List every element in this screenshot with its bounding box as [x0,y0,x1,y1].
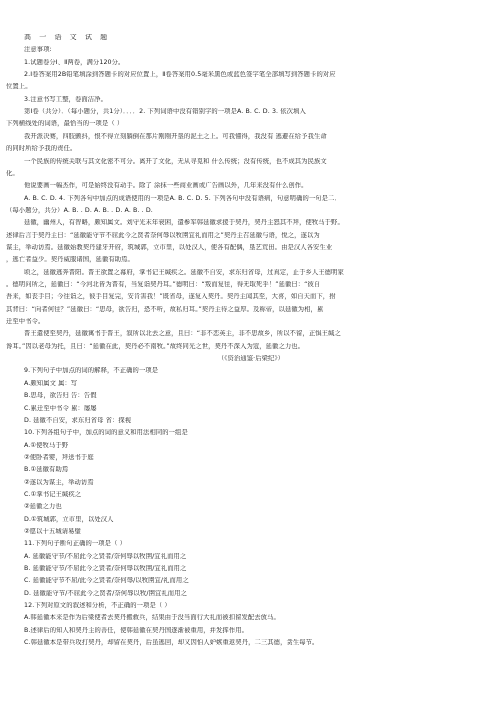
text-line: C. 延徽能守节不屈/此今之贤者/奈何辱/以牧圉宜/礼而用之 [24,577,189,585]
text-line: C.累迁至中书令 累：屡屡 [24,404,97,412]
text-line: 他说要画一幅杰作，可是始终没有动手。除了 涂抹一些商业画或广告画以外，几年来没有什么创作。 [24,182,308,190]
text-line: ②使卧者婴，拜送书于庭 [24,453,94,461]
text-line: （《资治通鉴·后梁纪》） [217,355,285,363]
text-line: B.述律后的知人和契丹主的善任，使韩延徽在契丹国逐渐被重用，并发挥作用。 [24,626,249,634]
text-line: ②遂以为谋主，举动访焉 [24,478,94,486]
text-line: 1.试题卷分Ⅰ、Ⅱ两卷，满分120分。 [24,58,125,66]
text-line: 延徽，幽州人，有智略，颇知属文。刘守光末年衰困，遣参军韩延徽求援于契丹，契丹主怒其不拜，使牧马于野。 [24,219,344,227]
text-line: A. 延徽能守节/不屈此今之贤者/奈何辱以牧圉/宜礼而用之 [24,552,187,560]
text-line: A. B. C. D. 4. 下列各句中加点的成语使用的一项是A. B. C. D. 5. 下列各句中没有语病，句意明确的一句是二． [24,194,341,202]
text-line: 谋主，举动访焉。延徽始教契丹建牙开府，筑城郭，立市里，以处汉人，使各有配偶，垦艺荒田。由是汉人各安生业 [6,243,333,251]
text-line: 其背曰：“向者何往？”延徽曰：“思母，欲告归，恐不听，故私归耳。”契丹主待之益厚。及称帝，以延徽为相，累 [6,305,324,313]
text-line: 。德明问所之，延徽曰：“今河北皆为晋有，当复诣契丹耳。”德明曰：“叛而复往，得无取死乎！”延徽曰：“彼自 [6,281,321,288]
text-line: 我开派决赛，四肢颤抖，恨不得立刻躺倒在那片刚刚开垦的泥土之上。可我懂得，我没有 逃避在给予我生命 [24,132,327,140]
text-line: C.韩延徽本是带兵攻打契丹，却留在契丹，后虽逃回，却又因怕人妒嫉重返契丹，二三其德，贪生每节。 [24,639,319,647]
text-line: D.①筑城郭，立市里，以处汉人 [24,515,114,523]
text-line: B.思母，欲告归 告：告假 [24,392,97,400]
text-line: A.颇知属文 属：写 [24,379,78,387]
text-line: 12.下列对原文的叙述和分析，不正确的一项是（ ） [24,602,171,610]
text-line: 9.下列句子中加点的词的解释，不正确的一项是 [24,367,159,375]
text-line: 2.Ⅰ卷答案用2B铅笔填涂到答题卡的对应位置上，Ⅱ卷答案用0.5毫米黑色或蓝色签字笔全部填写到答题卡的对应 [24,71,336,79]
text-line: 下列横线处的词语，最恰当的一项是（ ） [6,120,124,128]
text-line: 述律后言于契丹主曰：“延徽能守节不屈此今之贤者奈何辱以牧圉宜礼而用之”契丹主召延徽与语，悦之，遂以为 [6,231,320,239]
text-line: ，逃亡者益少。契丹威服诸国，延徽有助焉。 [6,256,134,264]
text-line: 晋王遣使至契丹，延徽寓书于晋王，叙所以北去之意，且曰：“非不恋英主，非不思故乡，所以不留，正惧王缄之 [24,330,341,338]
text-line: B. 延徽能守节/不屈此今之贤者/奈何辱以牧圉/宜礼而用之 [24,565,187,573]
text-line: A.韩延徽本来是作为后梁使者去契丹搬救兵，结果由于没当面行大礼而被扣留发配去放马。 [24,614,280,622]
text-line: 11.下列句子断句正确的一项是（ ） [24,540,126,548]
text-line: 3.注意书写工整，卷面洁净。 [24,95,107,103]
text-line: D. 延徽不自安，求东归省母 省：探视 [24,416,132,424]
page-title: 高 一 语 文 试 题 [24,34,111,41]
text-line: A.①使牧马于野 [24,441,69,449]
text-line: 第Ⅰ卷（共分）．（每小题分，共1分）．．．．2. 下列词语中没有错别字的一项是A. B. C. D. 3. 依次填入 [24,108,306,116]
text-line: C.①掌书记王缄疾之 [24,490,82,498]
text-line: D. 延徽能守节/不屈此今之贤者/奈何辱以牧/圉宜礼而用之 [24,589,187,597]
text-line: 谗耳。”因以老母为托，且曰：“延徽在此，契丹必不南牧。”故终同光之世，契丹不深入为寇，延徽之力也。 [6,342,305,350]
text-line: 的同时所给予我的责任。 [6,145,77,153]
text-line: 一个民族的传统关联与其文化密不可分。离开了文化，无从寻觅和 什么传统；没有传统，也不成其为民族文 [24,157,327,165]
text-line: （每小题分，共分）A. B. . D. A. B. . D. A. B. . D. [6,206,153,214]
text-line: ②延徽之力也 [24,503,62,511]
text-line: 顷之，延徽逃奔晋阳。晋王欲置之幕府，掌书记王缄疾之。延徽不自安，求东归省母，过真定，止于乡人王德明家 [24,268,344,276]
text-line: 吾来，如丧手目；今往诣之，彼手目复完，安肯害我！”既省母，遂复入契丹。契丹主闻其至，大喜，如自天而下，拊 [6,293,336,301]
text-line: ②愿以十五城请易璧 [24,528,81,535]
text-line: 迁至中书令。 [6,318,45,326]
text-line: 10.下列各组句子中，加点的词的意义和用法相同的一组是 [24,429,188,437]
text-line: 化。 [6,169,19,177]
text-line: B.①延徽有助焉 [24,466,69,474]
text-line: 位置上。 [6,83,32,91]
text-line: 注意事项: [24,46,52,54]
